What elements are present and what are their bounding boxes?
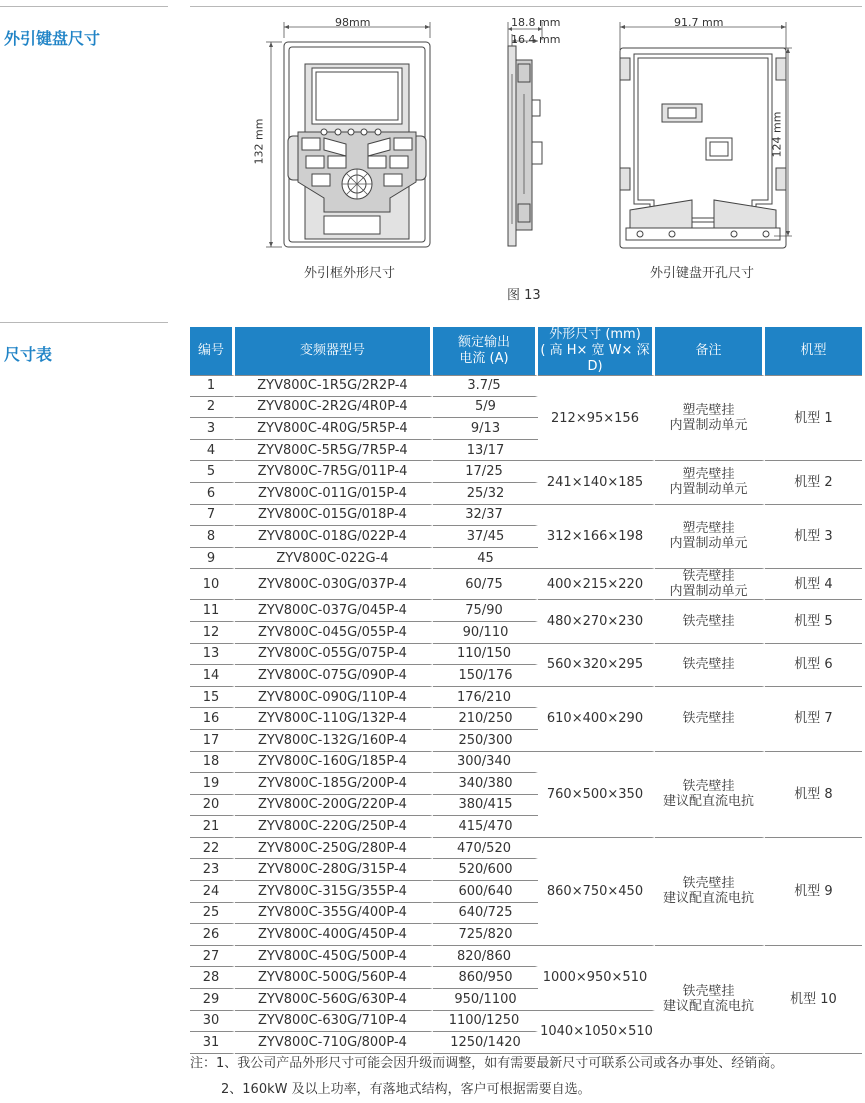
cell-current: 17/25: [433, 461, 538, 483]
cell-remark: [655, 838, 765, 946]
cell-no: 2: [190, 397, 235, 419]
cell-model: ZYV800C-037G/045P-4: [235, 600, 433, 622]
table-row: [190, 946, 862, 968]
remark-line-1: 塑壳壁挂: [682, 467, 735, 483]
cell-dims: 400×215×220: [538, 569, 655, 600]
cutout-height-label: 124 mm: [770, 111, 784, 158]
cell-dims: 760×500×350: [538, 752, 655, 838]
table-row: [190, 644, 862, 666]
cell-model: ZYV800C-030G/037P-4: [235, 569, 433, 600]
cell-current: 300/340: [433, 752, 538, 774]
section-title-keyboard: 外引键盘尺寸: [4, 29, 101, 48]
cell-no: 4: [190, 440, 235, 462]
cell-no: 8: [190, 526, 235, 548]
cell-no: 30: [190, 1011, 235, 1033]
cell-current: 32/37: [433, 505, 538, 527]
cell-dims: 560×320×295: [538, 644, 655, 687]
cell-current: 176/210: [433, 687, 538, 709]
side-depth-inner-label: 16.4 mm: [511, 33, 561, 46]
cell-no: 11: [190, 600, 235, 622]
cell-frame: 机型 5: [765, 600, 862, 643]
side-depth-outer-label: 18.8 mm: [511, 16, 561, 29]
cell-dims: 241×140×185: [538, 461, 655, 504]
cell-model: ZYV800C-011G/015P-4: [235, 483, 433, 505]
rule-keyboard-left: [0, 6, 168, 7]
cell-no: 10: [190, 569, 235, 600]
cell-no: 12: [190, 622, 235, 644]
cell-no: 18: [190, 752, 235, 774]
cell-no: 27: [190, 946, 235, 968]
cell-remark: [655, 505, 765, 570]
front-outline-drawing: [262, 14, 442, 254]
cell-model: ZYV800C-560G/630P-4: [235, 989, 433, 1011]
section-title-table: 尺寸表: [4, 345, 53, 364]
cell-model: ZYV800C-7R5G/011P-4: [235, 461, 433, 483]
cell-frame: 机型 8: [765, 752, 862, 838]
cell-model: ZYV800C-500G/560P-4: [235, 967, 433, 989]
cell-dims: 860×750×450: [538, 838, 655, 946]
cell-current: 250/300: [433, 730, 538, 752]
remark-line-1: 铁壳壁挂: [682, 711, 735, 727]
caption-frame-outline: 外引框外形尺寸: [304, 266, 396, 281]
remark-line-2: 内置制动单元: [669, 418, 748, 434]
remark-line-1: 铁壳壁挂: [682, 876, 735, 892]
cell-model: ZYV800C-630G/710P-4: [235, 1011, 433, 1033]
cell-model: ZYV800C-090G/110P-4: [235, 687, 433, 709]
cell-frame: 机型 9: [765, 838, 862, 946]
remark-line-2: 建议配直流电抗: [662, 794, 754, 810]
cell-current: 1250/1420: [433, 1032, 538, 1054]
cell-model: ZYV800C-250G/280P-4: [235, 838, 433, 860]
header-current-line2: 电流 (A): [459, 351, 509, 366]
table-body: [190, 375, 862, 1054]
cell-current: 210/250: [433, 708, 538, 730]
remark-line-1: 铁壳壁挂: [682, 779, 735, 795]
cell-model: ZYV800C-4R0G/5R5P-4: [235, 418, 433, 440]
cell-dims: 1000×950×510: [538, 946, 655, 1011]
cell-model: ZYV800C-710G/800P-4: [235, 1032, 433, 1054]
cell-current: 75/90: [433, 600, 538, 622]
remark-line-2: 内置制动单元: [669, 584, 748, 600]
cell-dims: 312×166×198: [538, 505, 655, 570]
cell-no: 5: [190, 461, 235, 483]
table-row: [190, 752, 862, 774]
rule-table-left: [0, 322, 168, 323]
cell-frame: 机型 2: [765, 461, 862, 504]
cell-model: ZYV800C-018G/022P-4: [235, 526, 433, 548]
remark-line-1: 铁壳壁挂: [682, 984, 735, 1000]
cell-model: ZYV800C-200G/220P-4: [235, 795, 433, 817]
dimension-table: [190, 327, 862, 1054]
table-row: [190, 461, 862, 483]
cell-current: 3.7/5: [433, 375, 538, 397]
table-row: [190, 569, 862, 600]
cell-model: ZYV800C-220G/250P-4: [235, 816, 433, 838]
cell-model: ZYV800C-2R2G/4R0P-4: [235, 397, 433, 419]
header-dims: [538, 327, 655, 375]
cell-dims: 480×270×230: [538, 600, 655, 643]
cell-model: ZYV800C-022G-4: [235, 548, 433, 570]
cell-model: ZYV800C-045G/055P-4: [235, 622, 433, 644]
note-line-1: 注：1、我公司产品外形尺寸可能会因升级而调整，如有需要最新尺寸可联系公司或各办事处、经销商。: [190, 1056, 784, 1071]
table-row: [190, 505, 862, 527]
cell-no: 23: [190, 859, 235, 881]
header-dims-line2: ( 高 H× 宽 W× 深 D): [540, 343, 650, 374]
cell-no: 19: [190, 773, 235, 795]
remark-line-2: 内置制动单元: [669, 536, 748, 552]
cell-current: 470/520: [433, 838, 538, 860]
table-row: [190, 375, 862, 397]
cell-current: 380/415: [433, 795, 538, 817]
cell-model: ZYV800C-185G/200P-4: [235, 773, 433, 795]
cell-remark: [655, 687, 765, 752]
cell-current: 45: [433, 548, 538, 570]
table-header-row: [190, 327, 862, 375]
remark-line-2: 建议配直流电抗: [662, 891, 754, 907]
cell-remark: [655, 946, 765, 1054]
cell-current: 600/640: [433, 881, 538, 903]
cell-no: 3: [190, 418, 235, 440]
cell-current: 25/32: [433, 483, 538, 505]
cell-model: ZYV800C-110G/132P-4: [235, 708, 433, 730]
cell-current: 90/110: [433, 622, 538, 644]
remark-line-1: 塑壳壁挂: [682, 403, 735, 419]
cell-current: 860/950: [433, 967, 538, 989]
cell-current: 37/45: [433, 526, 538, 548]
cell-current: 820/860: [433, 946, 538, 968]
cell-no: 1: [190, 375, 235, 397]
header-no: 编号: [190, 327, 235, 375]
cell-model: ZYV800C-355G/400P-4: [235, 903, 433, 925]
table-row: [190, 687, 862, 709]
cell-no: 22: [190, 838, 235, 860]
header-current: [433, 327, 538, 375]
cell-frame: 机型 10: [765, 946, 862, 1054]
cell-no: 16: [190, 708, 235, 730]
cell-current: 9/13: [433, 418, 538, 440]
cell-no: 29: [190, 989, 235, 1011]
header-dims-line1: 外形尺寸 (mm): [549, 327, 641, 342]
cell-current: 725/820: [433, 924, 538, 946]
cell-model: ZYV800C-450G/500P-4: [235, 946, 433, 968]
cell-no: 20: [190, 795, 235, 817]
cell-frame: 机型 6: [765, 644, 862, 687]
cell-remark: [655, 461, 765, 504]
cell-current: 60/75: [433, 569, 538, 600]
cell-dims: 212×95×156: [538, 375, 655, 461]
cell-model: ZYV800C-400G/450P-4: [235, 924, 433, 946]
cell-current: 110/150: [433, 644, 538, 666]
cell-no: 13: [190, 644, 235, 666]
remark-line-1: 铁壳壁挂: [682, 613, 735, 629]
cell-remark: [655, 375, 765, 461]
cell-no: 6: [190, 483, 235, 505]
notes-block: [190, 1051, 783, 1103]
cell-frame: 机型 1: [765, 375, 862, 461]
cell-remark: [655, 752, 765, 838]
cell-model: ZYV800C-1R5G/2R2P-4: [235, 375, 433, 397]
cell-no: 24: [190, 881, 235, 903]
cell-model: ZYV800C-132G/160P-4: [235, 730, 433, 752]
caption-cutout: 外引键盘开孔尺寸: [650, 266, 755, 281]
cell-no: 31: [190, 1032, 235, 1054]
cell-remark: [655, 569, 765, 600]
cell-no: 25: [190, 903, 235, 925]
remark-line-1: 塑壳壁挂: [682, 521, 735, 537]
cell-frame: 机型 4: [765, 569, 862, 600]
front-height-label: 132 mm: [252, 118, 266, 165]
cell-model: ZYV800C-315G/355P-4: [235, 881, 433, 903]
cell-model: ZYV800C-055G/075P-4: [235, 644, 433, 666]
cell-no: 17: [190, 730, 235, 752]
header-model: 变频器型号: [235, 327, 433, 375]
rule-keyboard-top: [190, 6, 862, 7]
table-row: [190, 838, 862, 860]
cell-model: ZYV800C-015G/018P-4: [235, 505, 433, 527]
header-current-line1: 额定输出: [457, 335, 510, 350]
cell-no: 21: [190, 816, 235, 838]
cell-current: 640/725: [433, 903, 538, 925]
cell-current: 520/600: [433, 859, 538, 881]
remark-line-2: 建议配直流电抗: [662, 999, 754, 1015]
cell-no: 7: [190, 505, 235, 527]
cell-current: 150/176: [433, 665, 538, 687]
cell-dims: 1040×1050×510: [538, 1011, 655, 1054]
cell-current: 415/470: [433, 816, 538, 838]
cell-current: 5/9: [433, 397, 538, 419]
note-line-2: 2、160kW 及以上功率，有落地式结构，客户可根据需要自选。: [221, 1082, 591, 1097]
cell-model: ZYV800C-5R5G/7R5P-4: [235, 440, 433, 462]
table-row: [190, 600, 862, 622]
cell-model: ZYV800C-075G/090P-4: [235, 665, 433, 687]
cell-no: 15: [190, 687, 235, 709]
cell-frame: 机型 7: [765, 687, 862, 752]
remark-line-1: 铁壳壁挂: [682, 569, 735, 585]
front-width-label: 98mm: [335, 16, 371, 29]
cell-model: ZYV800C-280G/315P-4: [235, 859, 433, 881]
cell-remark: [655, 600, 765, 643]
remark-line-1: 铁壳壁挂: [682, 657, 735, 673]
remark-line-2: 内置制动单元: [669, 482, 748, 498]
cutout-width-label: 91.7 mm: [674, 16, 724, 29]
cell-model: ZYV800C-160G/185P-4: [235, 752, 433, 774]
cell-current: 1100/1250: [433, 1011, 538, 1033]
header-frame: 机型: [765, 327, 862, 375]
cell-no: 9: [190, 548, 235, 570]
cell-remark: [655, 644, 765, 687]
header-remark: 备注: [655, 327, 765, 375]
cell-current: 950/1100: [433, 989, 538, 1011]
cell-dims: 610×400×290: [538, 687, 655, 752]
cell-no: 28: [190, 967, 235, 989]
cell-no: 14: [190, 665, 235, 687]
side-view-drawing: [500, 14, 570, 254]
figure-label: 图 13: [507, 288, 541, 303]
cell-no: 26: [190, 924, 235, 946]
cell-current: 340/380: [433, 773, 538, 795]
cell-frame: 机型 3: [765, 505, 862, 570]
cell-current: 13/17: [433, 440, 538, 462]
